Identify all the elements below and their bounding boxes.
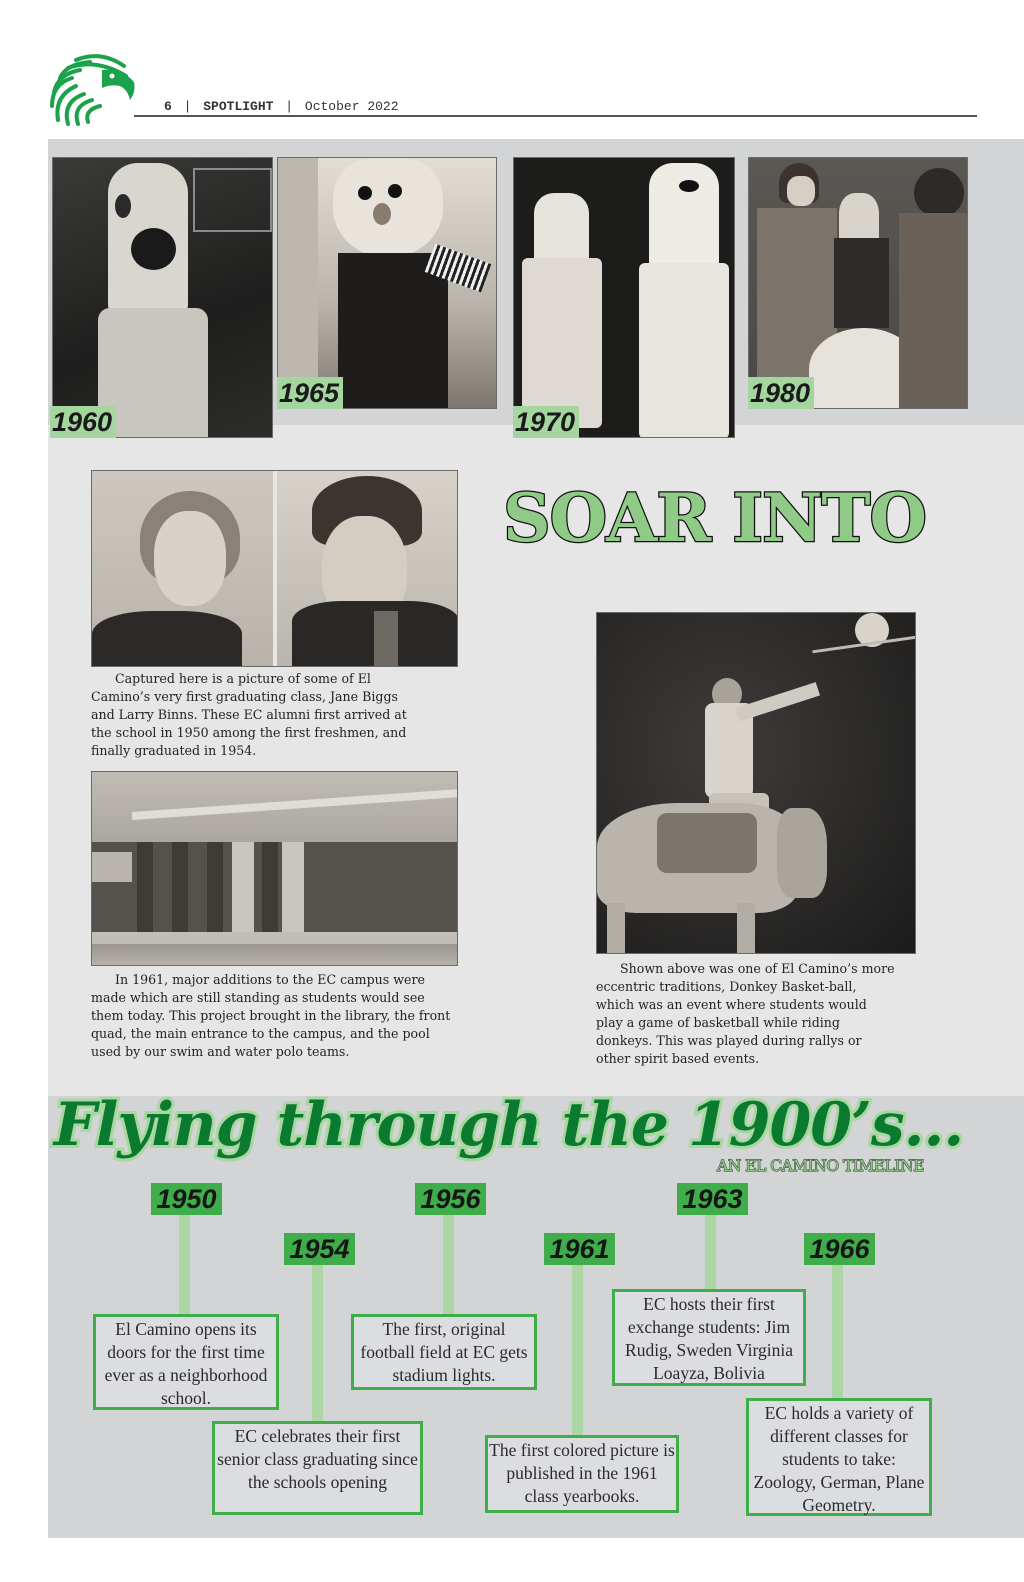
- header-separator: |: [285, 99, 294, 114]
- timeline-stem: [572, 1265, 583, 1437]
- headline-soar-into: SOAR INTO: [503, 479, 926, 557]
- mascot-photo-1980: [748, 157, 968, 409]
- year-tag-1965: 1965: [277, 377, 343, 409]
- page-header: [164, 99, 399, 114]
- year-tag-1960: 1960: [50, 406, 116, 438]
- campus-photo: [91, 771, 458, 966]
- header-separator: |: [183, 99, 192, 114]
- timeline-year-1966: 1966: [804, 1233, 875, 1265]
- issue-date: October 2022: [304, 99, 399, 114]
- timeline-stem: [179, 1215, 190, 1315]
- year-tag-1970: 1970: [513, 406, 579, 438]
- eagle-logo-icon: [46, 48, 138, 126]
- timeline-stem: [443, 1215, 454, 1315]
- header-rule: [134, 115, 977, 117]
- mascot-photo-1970: [513, 157, 735, 438]
- timeline-event-1950: El Camino opens its doors for the first time ever as a neighborhood school.: [93, 1314, 279, 1410]
- donkey-basketball-photo: [596, 612, 916, 954]
- timeline-stem: [832, 1265, 843, 1401]
- page-number: 6: [164, 99, 172, 114]
- timeline-year-1961: 1961: [544, 1233, 615, 1265]
- donkey-basketball-caption: Shown above was one of El Camino’s more eccentric traditions, Donkey Basket-ball, which was an event where students would play a game of basketball while riding donkeys. This was played during rallys or other spirit based events.: [596, 961, 895, 1066]
- timeline-event-1966: EC holds a variety of different classes for students to take: Zoology, German, Plane Geometry.: [746, 1398, 932, 1516]
- timeline-title: Flying through the 1900’s...: [54, 1090, 964, 1160]
- timeline-year-1963: 1963: [677, 1183, 748, 1215]
- timeline-year-1950: 1950: [151, 1183, 222, 1215]
- timeline-year-1954: 1954: [284, 1233, 355, 1265]
- timeline-event-1954: EC celebrates their first senior class graduating since the schools opening: [212, 1421, 423, 1515]
- mascot-photo-1965: [277, 157, 497, 409]
- timeline-event-1963: EC hosts their first exchange students: Jim Rudig, Sweden Virginia Loayza, Bolivia: [612, 1289, 806, 1386]
- mascot-photo-1960: [52, 157, 273, 438]
- campus-caption: In 1961, major additions to the EC campus were made which are still standing as students would see them today. This project brought in the library, the front quad, the main entrance to the campus, and the pool used by our swim and water polo teams.: [91, 972, 451, 1059]
- timeline-event-1956: The first, original football field at EC gets stadium lights.: [351, 1314, 537, 1390]
- timeline-subtitle: AN EL CAMINO TIMELINE: [717, 1157, 924, 1175]
- graduates-photo: [91, 470, 458, 667]
- timeline-stem: [705, 1215, 716, 1291]
- timeline-year-1956: 1956: [415, 1183, 486, 1215]
- timeline-event-1961: The first colored picture is published in the 1961 class yearbooks.: [485, 1435, 679, 1513]
- timeline-stem: [312, 1265, 323, 1425]
- section-name: SPOTLIGHT: [203, 99, 274, 114]
- year-tag-1980: 1980: [748, 377, 814, 409]
- graduates-caption: Captured here is a picture of some of El Camino’s very first graduating class, Jane Biggs and Larry Binns. These EC alumni first arrived at the school in 1950 among the first freshmen, and finally graduated in 1954.: [91, 671, 407, 758]
